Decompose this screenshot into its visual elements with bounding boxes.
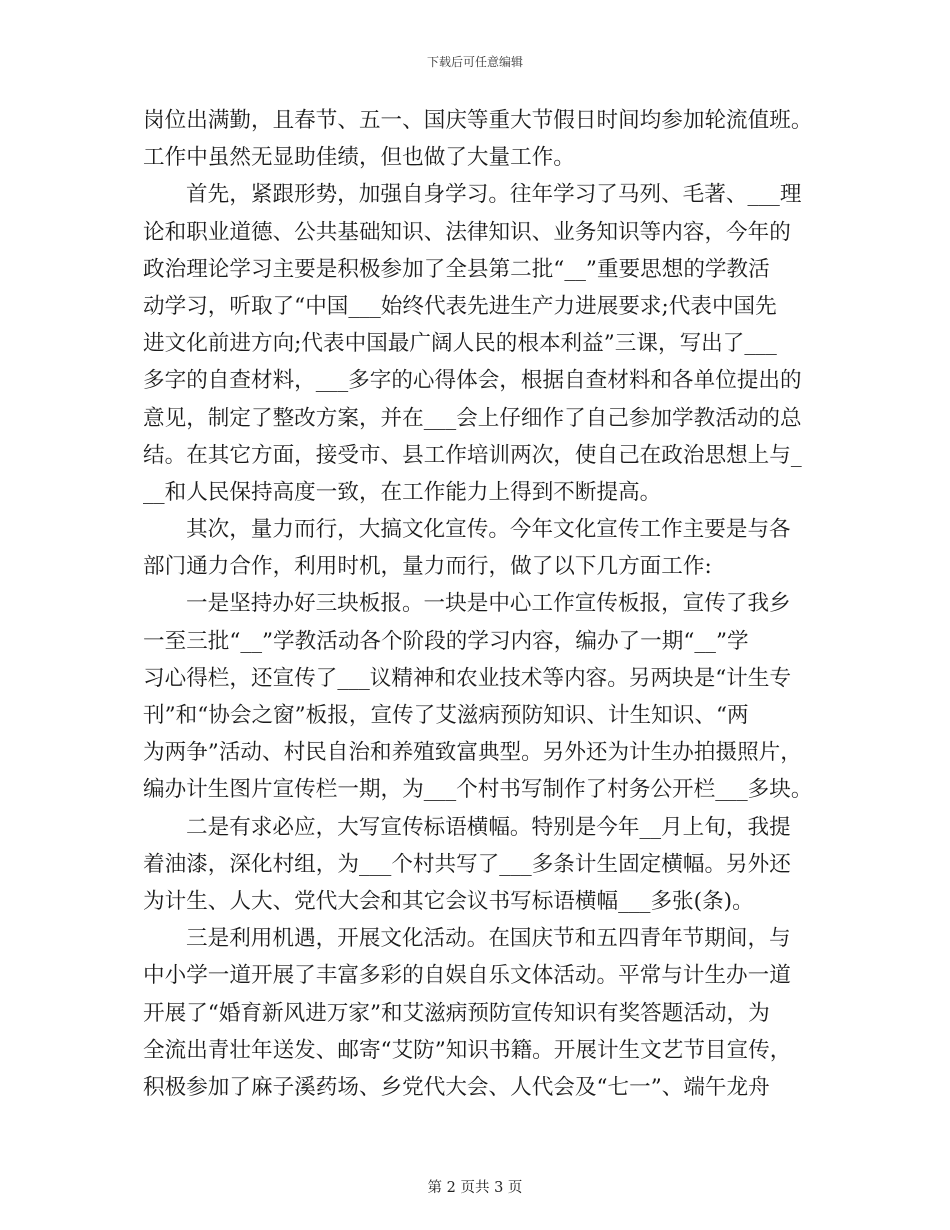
paragraph-start: 首先，紧跟形势，加强自身学习。往年学习了马列、毛著、___理 [186, 182, 802, 208]
text-line: 结。在其它方面，接受市、县工作培训两次，使自己在政治思想上与_ [143, 442, 802, 468]
text-line: 为计生、人大、党代大会和其它会议书写标语横幅___多张(条)。 [143, 888, 754, 914]
text-line: 中小学一道开展了丰富多彩的自娱自乐文体活动。平常与计生办一道 [143, 963, 791, 989]
text-line: 进文化前进方向;代表中国最广阔人民的根本利益”三课，写出了___ [143, 331, 777, 357]
page-header: 下载后可任意编辑 [426, 55, 523, 69]
text-line: 意见，制定了整改方案，并在___会上仔细作了自己参加学教活动的总 [143, 405, 802, 431]
text-line: 开展了“婚育新风进万家”和艾滋病预防宣传知识有奖答题活动，为 [143, 1000, 770, 1026]
text-line: 多字的自查材料，___多字的心得体会，根据自查材料和各单位提出的 [143, 368, 802, 394]
paragraph-start: 二是有求必应，大写宣传标语横幅。特别是今年__月上旬，我提 [186, 814, 791, 840]
paragraph-start: 其次，量力而行，大搞文化宣传。今年文化宣传工作主要是与各 [186, 517, 791, 543]
document-body [143, 102, 813, 1106]
paragraph-start: 三是利用机遇，开展文化活动。在国庆节和五四青年节期间，与 [186, 926, 791, 952]
text-line: 积极参加了麻子溪药场、乡党代大会、人代会及“七一”、端午龙舟 [143, 1074, 770, 1100]
text-line: 为两争”活动、村民自治和养殖致富典型。另外还为计生办拍摄照片， [143, 740, 802, 766]
text-line: 一至三批“__”学教活动各个阶段的学习内容，编办了一期“__”学 [143, 628, 749, 654]
text-line: 论和职业道德、公共基础知识、法律知识、业务知识等内容，今年的 [143, 219, 791, 245]
text-line: 部门通力合作，利用时机，量力而行，做了以下几方面工作: [143, 554, 712, 580]
text-line: 动学习，听取了“中国___始终代表先进生产力进展要求;代表中国先 [143, 293, 777, 319]
text-line: __和人民保持高度一致，在工作能力上得到不断提高。 [143, 479, 662, 505]
text-line: 政治理论学习主要是积极参加了全县第二批“__”重要思想的学教活 [143, 256, 770, 282]
text-line: 岗位出满勤，且春节、五一、国庆等重大节假日时间均参加轮流值班。 [143, 108, 813, 133]
paragraph-start: 一是坚持办好三块板报。一块是中心工作宣传板报，宣传了我乡 [186, 591, 791, 617]
text-line: 全流出青壮年送发、邮寄“艾防”知识书籍。开展计生文艺节目宣传， [143, 1037, 792, 1063]
text-line: 工作中虽然无显助佳绩，但也做了大量工作。 [143, 145, 575, 171]
page-footer: 第 2 页共 3 页 [427, 1180, 523, 1196]
text-line: 编办计生图片宣传栏一期，为___个村书写制作了村务公开栏___多块。 [143, 777, 813, 803]
text-line: 习心得栏，还宣传了___议精神和农业技术等内容。另两块是“计生专 [143, 665, 792, 691]
text-line: 刊”和“协会之窗”板报，宣传了艾滋病预防知识、计生知识、“两 [143, 703, 749, 728]
text-line: 着油漆，深化村组，为___个村共写了___多条计生固定横幅。另外还 [143, 851, 791, 877]
